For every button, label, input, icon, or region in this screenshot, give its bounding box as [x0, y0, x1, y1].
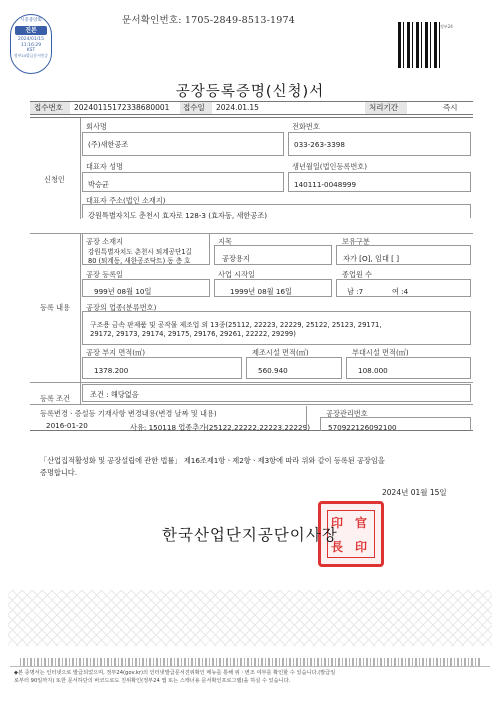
certification-line2: 증명합니다.	[40, 468, 78, 477]
registration-section-label: 등록 내용	[40, 303, 71, 312]
birth-value: 140111-0048999	[294, 180, 357, 189]
seal-bottom-text: 정부24발급문서인증	[13, 53, 49, 58]
document-confirm-number: 문서확인번호: 1705-2849-8513-1974	[122, 15, 296, 26]
mfg-area-label: 제조시설 면적(㎡)	[252, 348, 309, 357]
qr-code[interactable]	[398, 22, 440, 68]
period-label: 처리기간	[365, 102, 407, 114]
phone-label: 전화번호	[292, 122, 320, 131]
changes-label: 등록변경ㆍ증설등 기재사항 변경내용(변경 날짜 및 내용)	[40, 409, 217, 418]
receipt-header	[30, 101, 473, 115]
applicant-section-label: 신청인	[44, 175, 65, 184]
industry-line1: 구조용 금속 판제품 및 공작물 제조업 외 13종(25112, 22223, 22229, 25122, 25123, 29171,	[90, 321, 382, 329]
zone-label: 지목	[218, 237, 232, 246]
mgmt-no: 570922126092100	[328, 423, 397, 432]
seal-badge: 진본	[15, 26, 47, 36]
qr-label: 정부24	[440, 24, 453, 29]
start-date: 1999년 08월 16일	[230, 287, 292, 296]
rep-name: 박승균	[88, 180, 109, 189]
seal-time: 11:16:29	[20, 42, 42, 48]
verification-barcode	[20, 658, 480, 666]
page-title: 공장등록증명(신청)서	[175, 84, 325, 100]
ownership-value: 자가 [O], 임대 [ ]	[343, 254, 400, 263]
seal-code: KST	[26, 48, 36, 54]
start-date-label: 사업 시작일	[218, 270, 256, 279]
mgmt-no-label: 공장관리번호	[326, 409, 368, 418]
employees-male: 남 :7	[347, 287, 364, 296]
phone-value: 033-263-3398	[294, 140, 345, 149]
factory-addr-label: 공장 소재지	[86, 237, 124, 246]
seal-date: 2024/01/15	[18, 37, 44, 43]
factory-addr-line2: 80 (퇴계동, 새한공조닥트) 동 층 호	[88, 257, 191, 265]
factory-addr-line1: 강원특별자치도 춘천시 퇴계공단1길	[88, 248, 192, 256]
rep-addr-label: 대표자 주소(법인 소재지)	[86, 196, 166, 205]
authenticity-seal	[10, 14, 52, 74]
condition-text: 조건 : 해당없음	[90, 390, 139, 399]
seal-top-text: 시흥중앙회	[20, 18, 42, 23]
registration-form	[30, 117, 473, 431]
changes-date: 2016-01-20	[46, 421, 88, 430]
rep-name-label: 대표자 성명	[86, 162, 124, 171]
period: 즉시	[443, 103, 458, 112]
condition-section-label: 등록 조건	[40, 394, 71, 403]
rep-addr: 강원특별자치도 춘천시 효자로 128-3 (효자동, 새한공조)	[88, 211, 268, 220]
official-stamp: 印 官 長 印	[318, 501, 384, 567]
footer-line1: ◆본 증명서는 인터넷으로 발급되었으며, 정부24(gov.kr)의 인터넷발급문서진위확인 메뉴를 통해 위ㆍ변조 여부를 확인할 수 있습니다.(발급일	[14, 670, 336, 676]
receipt-no-label: 접수번호	[30, 102, 70, 114]
receipt-no: 20240115172338680001	[74, 103, 170, 112]
mfg-area: 560.940	[258, 366, 288, 375]
site-area-label: 공장 부지 면적(㎡)	[86, 348, 146, 357]
issue-date: 2024년 01월 15일	[382, 488, 447, 497]
employees-female: 여 :4	[392, 287, 409, 296]
changes-detail: 사유: 150118 업종추가(25122,22222,22223,22229)	[130, 423, 311, 432]
reg-date: 999년 08월 10일	[94, 287, 152, 296]
certification-text	[40, 455, 470, 479]
employees-label: 종업원 수	[342, 270, 373, 279]
ownership-label: 보유구분	[342, 237, 370, 246]
birth-label: 생년월일(법인등록번호)	[292, 162, 368, 171]
aux-area: 108.000	[358, 366, 388, 375]
company-name: (주)새한공조	[88, 140, 129, 149]
receipt-date-label: 접수일	[180, 102, 212, 114]
certification-line1: 「산업집적활성화 및 공장설립에 관한 법률」 제16조제1항ㆍ제2항ㆍ제3항에 따라 위와 같이 등록된 공장임을	[40, 456, 385, 465]
industry-line2: 29172, 29173, 29174, 29175, 29176, 29261, 22222, 29299)	[90, 330, 296, 338]
issuer-name: 한국산업단지공단이사장	[162, 526, 338, 544]
industry-label: 공장의 업종(분류번호)	[86, 303, 157, 312]
footer-line2: 로부터 90일까지) 또한 문서하단의 바코드로도 진위확인(정부24 앱 또는 스캐너용 문서확인프로그램)을 하실 수 있습니다.	[14, 678, 291, 684]
site-area: 1378.200	[94, 366, 129, 375]
aux-area-label: 부대시설 면적(㎡)	[352, 348, 409, 357]
company-label: 회사명	[86, 122, 107, 131]
security-pattern	[8, 590, 492, 646]
zone-value: 공장용지	[222, 254, 250, 263]
footer-notice	[14, 669, 486, 685]
receipt-date: 2024.01.15	[216, 103, 259, 112]
reg-date-label: 공장 등록일	[86, 270, 124, 279]
